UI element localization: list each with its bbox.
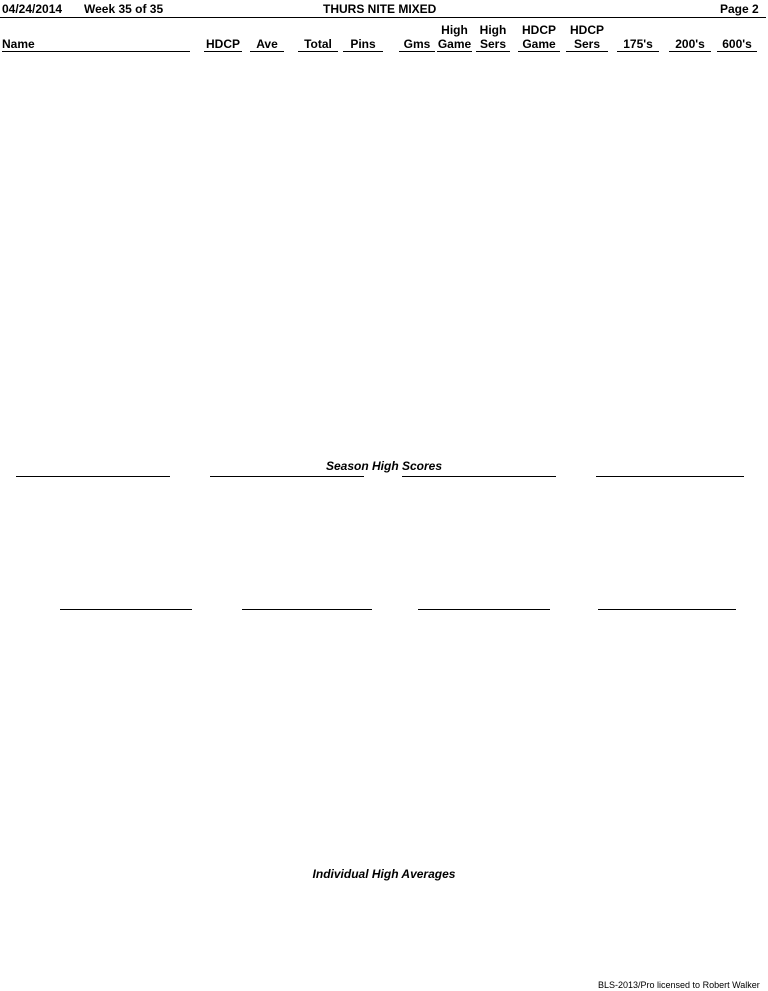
player-row xyxy=(0,198,768,214)
averages-title: Individual High Averages xyxy=(312,867,456,881)
report-date: 04/24/2014 xyxy=(2,2,63,16)
league-title: THURS NITE MIXED xyxy=(323,2,437,16)
column-header-top: High xyxy=(479,23,507,37)
column-header: Gms xyxy=(399,37,435,52)
player-row xyxy=(0,116,768,132)
individual-high-header xyxy=(60,609,192,610)
player-row xyxy=(0,329,768,345)
column-header: Total xyxy=(298,37,338,52)
column-header: 175's xyxy=(617,37,659,52)
column-header-top: High xyxy=(441,23,468,37)
player-row xyxy=(0,215,768,231)
player-row xyxy=(0,378,768,394)
column-header-top: HDCP xyxy=(521,23,556,37)
player-row xyxy=(0,133,768,149)
column-header: Ave xyxy=(250,37,284,52)
player-row xyxy=(0,84,768,100)
player-row xyxy=(0,247,768,263)
license-footer: BLS-2013/Pro licensed to Robert Walker xyxy=(598,980,760,990)
column-header: Game xyxy=(518,37,560,52)
column-header: Sers xyxy=(476,37,510,52)
player-row xyxy=(0,166,768,182)
individual-high-header xyxy=(598,609,736,610)
player-row xyxy=(0,280,768,296)
team-high-header xyxy=(210,476,364,477)
player-row xyxy=(0,395,768,411)
column-header-top: HDCP xyxy=(569,23,604,37)
header-rule xyxy=(0,17,766,18)
player-row xyxy=(0,100,768,116)
column-header: Pins xyxy=(343,37,383,52)
player-row xyxy=(0,231,768,247)
player-row xyxy=(0,264,768,280)
page-number: Page 2 xyxy=(720,2,759,16)
team-high-header xyxy=(596,476,744,477)
player-row xyxy=(0,149,768,165)
season-high-title: Season High Scores xyxy=(325,459,443,473)
individual-high-header xyxy=(242,609,372,610)
player-row xyxy=(0,67,768,83)
week-label: Week 35 of 35 xyxy=(84,2,164,16)
player-row xyxy=(0,362,768,378)
column-header: Name xyxy=(2,37,190,52)
team-high-header xyxy=(16,476,170,477)
column-header: Game xyxy=(437,37,472,51)
player-row xyxy=(0,296,768,312)
team-high-header xyxy=(402,476,556,477)
column-header: HDCP xyxy=(205,37,240,51)
player-row xyxy=(0,345,768,361)
individual-high-header xyxy=(418,609,550,610)
column-header: 600's xyxy=(717,37,757,52)
column-header: Sers xyxy=(566,37,608,52)
column-header: 200's xyxy=(669,37,711,52)
